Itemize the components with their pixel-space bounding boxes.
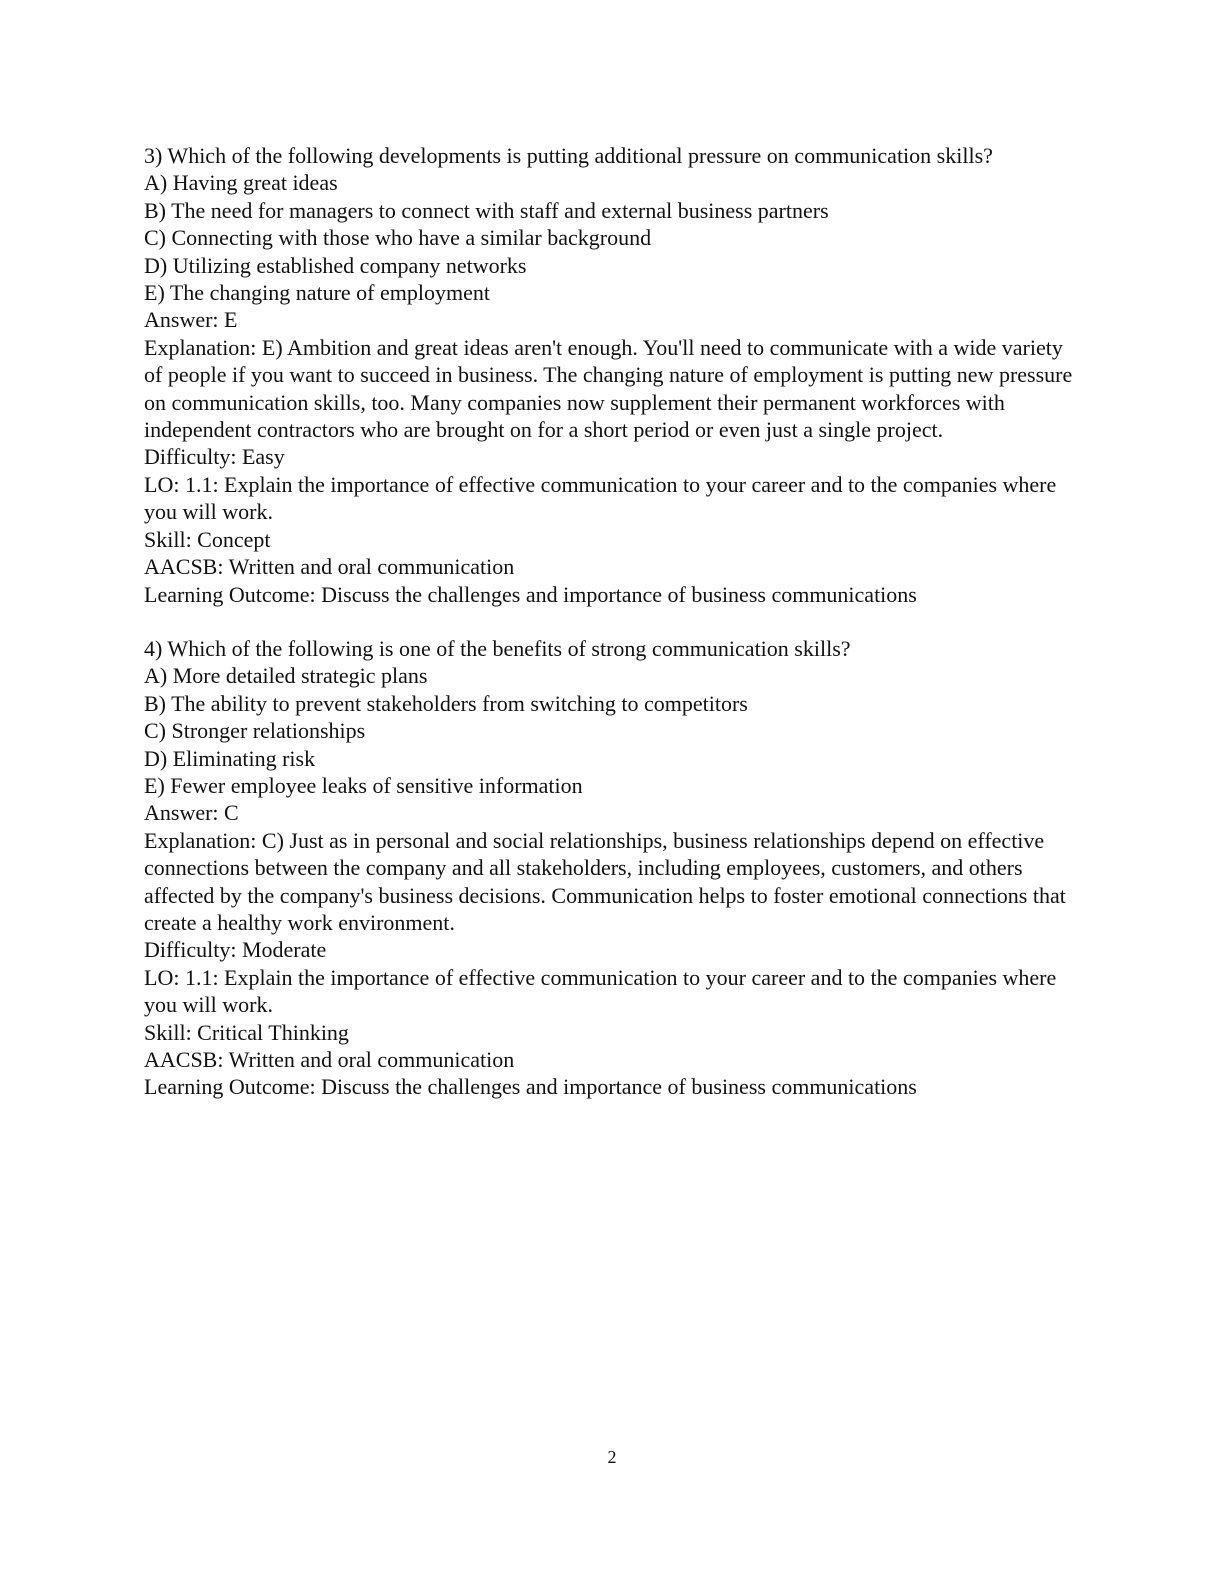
learning-outcome-text: Learning Outcome: Discuss the challenges and importance of business communications	[144, 581, 917, 607]
skill-text: Skill: Critical Thinking	[144, 1019, 349, 1045]
answer-text: Answer: E	[144, 307, 238, 333]
learning-objective-text: LO: 1.1: Explain the importance of effective communication to your career and to the companies where you will work.	[144, 471, 1057, 525]
difficulty-text: Difficulty: Moderate	[144, 937, 327, 963]
question-text: 3) Which of the following developments is putting additional pressure on communication skills?	[144, 143, 993, 168]
option-a: A) More detailed strategic plans	[144, 663, 428, 689]
skill-text: Skill: Concept	[144, 526, 271, 552]
learning-outcome-text: Learning Outcome: Discuss the challenges and importance of business communications	[144, 1074, 917, 1100]
difficulty-text: Difficulty: Easy	[144, 444, 285, 470]
question-block	[144, 142, 1080, 608]
option-c: C) Connecting with those who have a similar background	[144, 225, 652, 251]
page-content	[144, 142, 1080, 1101]
option-b: B) The need for managers to connect with staff and external business partners	[144, 197, 829, 223]
option-d: D) Utilizing established company networks	[144, 252, 527, 278]
aacsb-text: AACSB: Written and oral communication	[144, 554, 515, 580]
answer-text: Answer: C	[144, 800, 239, 826]
question-text: 4) Which of the following is one of the benefits of strong communication skills?	[144, 635, 851, 661]
option-e: E) Fewer employee leaks of sensitive information	[144, 772, 583, 798]
option-a: A) Having great ideas	[144, 170, 338, 196]
option-c: C) Stronger relationships	[144, 718, 366, 744]
explanation-text: Explanation: C) Just as in personal and social relationships, business relationships depend on effective connections between the company and all stakeholders, including employees, customers, and others affected by the company's business decisions. Communication helps to foster emotional connections that create a healthy work environment.	[144, 827, 1066, 935]
question-block	[144, 635, 1080, 1101]
aacsb-text: AACSB: Written and oral communication	[144, 1047, 515, 1072]
explanation-text: Explanation: E) Ambition and great ideas aren't enough. You'll need to communicate with a wide variety of people if you want to succeed in business. The changing nature of employment is putting new pressure on communication skills, too. Many companies now supplement their permanent workforces with independent contractors who are brought on for a short period or even just a single project.	[144, 334, 1073, 443]
learning-objective-text: LO: 1.1: Explain the importance of effective communication to your career and to the companies where you will work.	[144, 964, 1057, 1018]
option-b: B) The ability to prevent stakeholders from switching to competitors	[144, 690, 748, 716]
option-e: E) The changing nature of employment	[144, 280, 490, 306]
page-number: 2	[607, 1447, 617, 1467]
option-d: D) Eliminating risk	[144, 745, 316, 771]
